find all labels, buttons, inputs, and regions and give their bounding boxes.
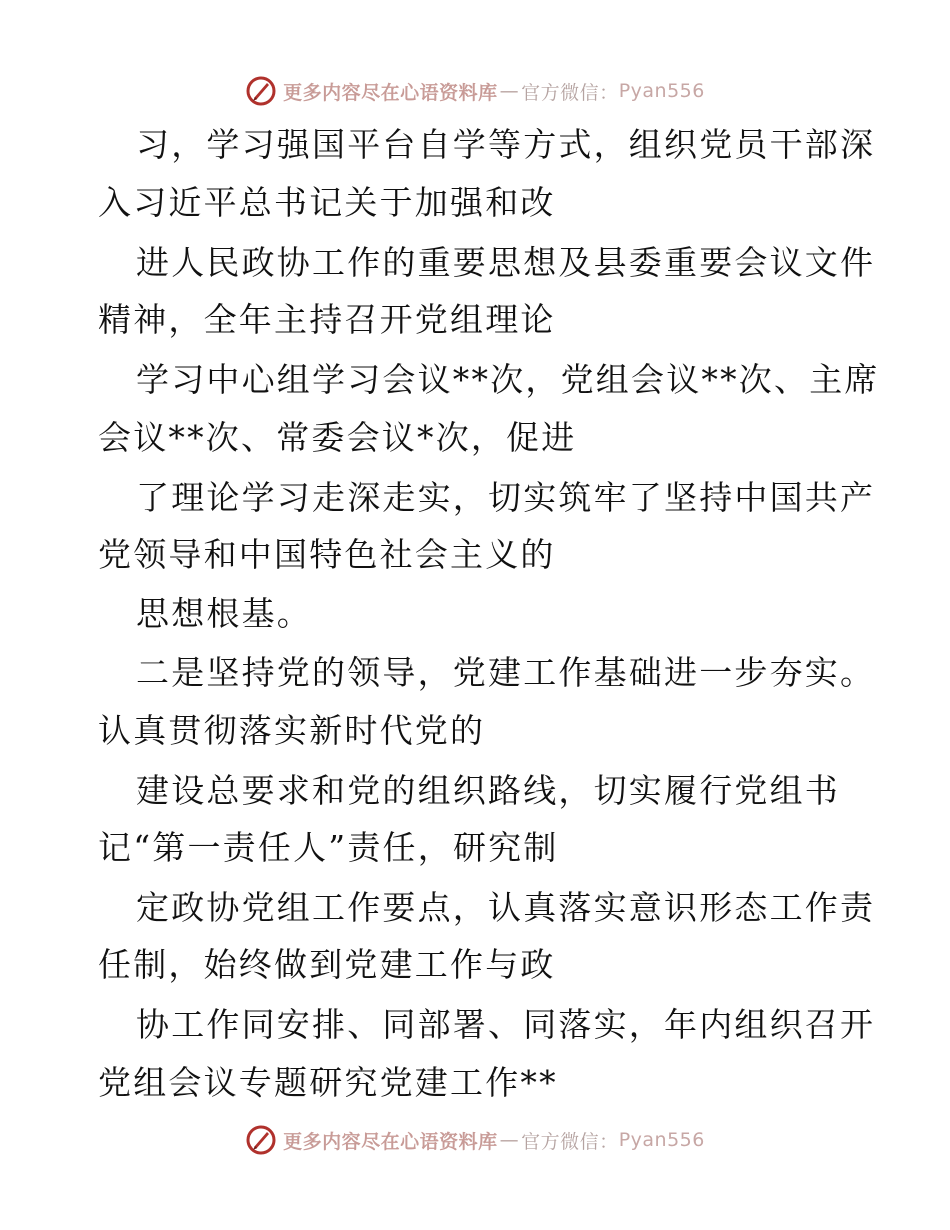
footer-watermark (0, 1120, 950, 1160)
text-line: 定政协党组工作要点，认真落实意识形态工作责 (136, 888, 876, 927)
text-line: 精神，全年主持召开党组理论 (98, 300, 556, 339)
text-line: 进人民政协工作的重要思想及县委重要会议文件 (136, 243, 876, 282)
text-line: 入习近平总书记关于加强和改 (98, 183, 556, 222)
text-line: 协工作同安排、同部署、同落实，年内组织召开 (136, 1005, 876, 1044)
text-line: 习，学习强国平台自学等方式，组织党员干部深 (136, 125, 876, 164)
text-line: 建设总要求和党的组织路线，切实履行党组书 (136, 771, 840, 810)
text-line: 思想根基。 (136, 594, 312, 633)
text-line: 会议**次、常委会议*次，促进 (98, 418, 577, 457)
watermark-official: 官方微信： (521, 1130, 619, 1153)
watermark-official: 官方微信： (521, 81, 619, 104)
text-line: 二是坚持党的领导，党建工作基础进一步夯实。 (136, 653, 876, 692)
watermark-wechat-id: Pyan556 (618, 80, 705, 102)
watermark-separator: — (499, 1129, 520, 1151)
text-line: 认真贯彻落实新时代党的 (98, 711, 486, 750)
text-line: 任制，始终做到党建工作与政 (98, 945, 556, 984)
text-line: 党组会议专题研究党建工作** (98, 1063, 558, 1102)
text-line: 记“第一责任人”责任，研究制 (98, 828, 559, 867)
watermark-wechat-id: Pyan556 (618, 1129, 705, 1151)
watermark-separator: — (499, 80, 520, 102)
watermark-prefix: 更多内容尽在心语资料库 (283, 1130, 498, 1153)
text-line: 学习中心组学习会议**次，党组会议**次、主席 (136, 360, 880, 399)
quill-logo-icon (245, 1124, 277, 1156)
text-line: 党领导和中国特色社会主义的 (98, 535, 556, 574)
watermark-prefix: 更多内容尽在心语资料库 (283, 81, 498, 104)
text-line: 了理论学习走深走实，切实筑牢了坚持中国共产 (136, 478, 876, 517)
